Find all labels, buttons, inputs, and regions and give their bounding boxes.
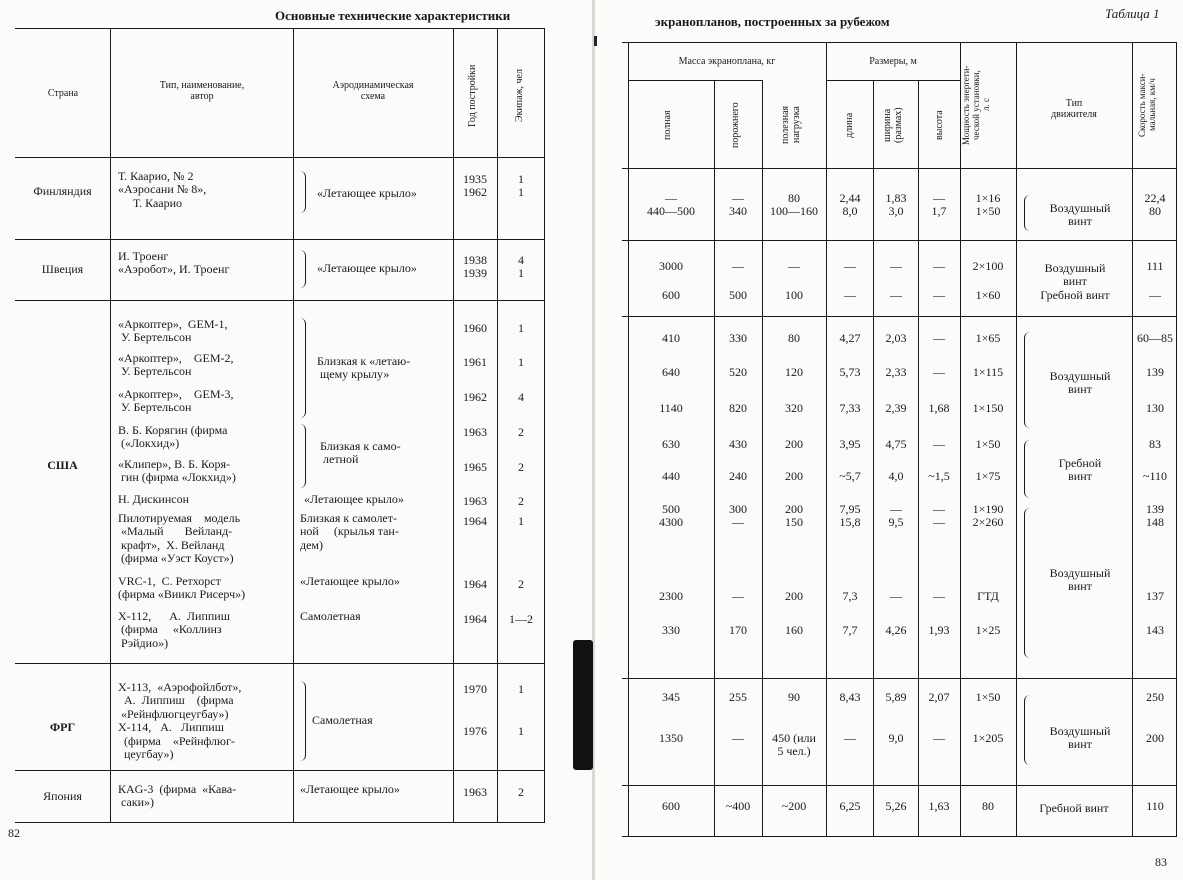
table-label: Таблица 1	[1105, 6, 1160, 21]
brace-lockheed	[300, 424, 306, 488]
row-12-mass-empty: —	[732, 731, 744, 745]
year-gem2: 1961	[463, 355, 487, 369]
row-7-length: ~5,7	[839, 469, 861, 483]
type-vrc1: VRC-1, С. Ретхорст (фирма «Виикл Рисерч»)	[118, 574, 246, 602]
row-8-mass-payload: 200 150	[785, 502, 803, 530]
row-13-power: 80	[982, 799, 994, 813]
crew-diskinson: 2	[518, 494, 524, 508]
propulsor-sweden-water: Гребной винт	[1040, 288, 1110, 302]
caption-left: Основные технические характеристики	[275, 8, 511, 23]
row-8-mass-full: 500 4300	[659, 502, 683, 530]
propulsor-usa-air-1: Воздушный винт	[1049, 369, 1111, 397]
row-4-mass-full: 640	[662, 365, 680, 379]
col-rule-5	[544, 28, 545, 822]
type-koryagin: В. Б. Корягин (фирма («Локхид»)	[118, 423, 228, 451]
propulsor-frg: Воздушный винт	[1049, 724, 1111, 752]
header-mass-full: полная	[662, 110, 673, 140]
year-vrc1: 1964	[463, 577, 487, 591]
crew-veyland: 1	[518, 514, 524, 528]
type-gem1: «Аркоптер», GEM-1, У. Бертельсон	[118, 317, 228, 345]
row-13-mass-full: 600	[662, 799, 680, 813]
row-10-length: 7,7	[842, 623, 858, 637]
row-6-width: 4,75	[885, 437, 907, 451]
propulsor-finland: Воздушный винт	[1049, 201, 1111, 229]
type-gem2: «Аркоптер», GEM-2, У. Бертельсон	[118, 351, 234, 379]
propulsor-usa-water: Гребной винт	[1058, 456, 1102, 484]
year-diskinson: 1963	[463, 494, 487, 508]
row-6-length: 3,95	[839, 437, 861, 451]
row-9-power: ГТД	[977, 589, 999, 603]
row-8-mass-empty: 300 —	[729, 502, 747, 530]
row-1-power: 2×100	[972, 259, 1004, 273]
propulsor-japan: Гребной винт	[1039, 801, 1109, 815]
row-10-power: 1×25	[975, 623, 1001, 637]
row-12-mass-payload: 450 (или 5 чел.)	[772, 731, 816, 759]
row-0-power: 1×16 1×50	[975, 191, 1001, 219]
row-12-power: 1×205	[972, 731, 1004, 745]
row-9-speed: 137	[1146, 589, 1164, 603]
row-0-speed: 22,4 80	[1144, 191, 1166, 219]
row-9-mass-full: 2300	[659, 589, 683, 603]
r-rule-usa	[622, 678, 1177, 679]
header-mass-payload: полезная нагрузка	[780, 105, 802, 145]
header-height: высота	[934, 110, 945, 140]
type-kag3: КAG-3 (фирма «Кава- саки»)	[118, 782, 237, 810]
col-rule-1	[110, 28, 111, 822]
row-0-width: 1,83 3,0	[885, 191, 907, 219]
country-finland: Финляндия	[33, 184, 92, 198]
header-power: Мощность энергети- ческой установки, л. с	[961, 65, 991, 145]
r-rule-dims-sub	[826, 80, 961, 81]
type-x112: Х-112, А. Липпиш (фирма «Коллинз Рэйдио»)	[118, 609, 230, 650]
header-propulsor: Тип движителя	[1051, 98, 1097, 120]
r-brace-frg	[1024, 695, 1030, 765]
row-7-height: ~1,5	[928, 469, 950, 483]
r-brace-finland	[1024, 195, 1030, 231]
year-kliper: 1965	[463, 460, 487, 474]
rule-top	[15, 28, 545, 29]
page-number-right: 83	[1155, 855, 1167, 869]
row-7-speed: ~110	[1142, 469, 1168, 483]
row-7-mass-payload: 200	[785, 469, 803, 483]
row-1-mass-payload: —	[788, 259, 800, 273]
row-2-length: —	[844, 288, 856, 302]
crew-gem2: 1	[518, 355, 524, 369]
caption-right: экранопланов, построенных за рубежом	[655, 14, 890, 29]
row-13-width: 5,26	[885, 799, 907, 813]
row-12-length: —	[844, 731, 856, 745]
crew-x113: 1	[518, 682, 524, 696]
row-2-height: —	[933, 288, 945, 302]
r-col-rule-1	[714, 80, 715, 836]
row-8-power: 1×190 2×260	[972, 502, 1004, 530]
brace-gem	[300, 318, 306, 418]
row-9-width: —	[890, 589, 902, 603]
year-sweden: 1938 1939	[463, 253, 487, 281]
row-1-width: —	[890, 259, 902, 273]
rule-header	[15, 157, 545, 158]
row-3-mass-empty: 330	[729, 331, 747, 345]
right-page	[600, 0, 1183, 880]
brace-frg	[300, 681, 306, 761]
row-12-height: —	[933, 731, 945, 745]
row-11-speed: 250	[1146, 690, 1164, 704]
type-diskinson: Н. Дискинсон	[118, 492, 190, 506]
row-10-mass-empty: 170	[729, 623, 747, 637]
r-rule-header	[622, 168, 1177, 169]
row-2-power: 1×60	[975, 288, 1001, 302]
year-gem1: 1960	[463, 321, 487, 335]
r-col-rule-2	[762, 80, 763, 836]
row-12-width: 9,0	[888, 731, 904, 745]
row-5-mass-payload: 320	[785, 401, 803, 415]
header-dims: Размеры, м	[869, 56, 917, 67]
col-rule-2	[293, 28, 294, 822]
row-6-height: —	[933, 437, 945, 451]
year-koryagin: 1963	[463, 425, 487, 439]
r-col-rule-5	[918, 80, 919, 836]
row-9-height: —	[933, 589, 945, 603]
row-13-mass-payload: ~200	[781, 799, 807, 813]
r-brace-usa-air-1	[1024, 332, 1030, 428]
row-5-power: 1×150	[972, 401, 1004, 415]
r-rule-finland	[622, 240, 1177, 241]
row-11-power: 1×50	[975, 690, 1001, 704]
row-8-height: — —	[933, 502, 945, 530]
row-10-mass-full: 330	[662, 623, 680, 637]
row-2-mass-payload: 100	[785, 288, 803, 302]
row-4-height: —	[933, 365, 945, 379]
left-page	[0, 0, 588, 880]
brace-finland	[300, 171, 306, 213]
header-year: Год постройки	[467, 64, 478, 128]
header-mass-empty: порожнего	[730, 102, 741, 148]
row-1-length: —	[844, 259, 856, 273]
row-13-height: 1,63	[928, 799, 950, 813]
type-sweden: И. Троенг «Аэробот», И. Троенг	[118, 249, 230, 277]
row-7-mass-empty: 240	[729, 469, 747, 483]
r-rule-top	[622, 42, 1177, 43]
row-4-speed: 139	[1146, 365, 1164, 379]
scheme-vrc1: «Летающее крыло»	[300, 574, 400, 588]
row-7-width: 4,0	[888, 469, 904, 483]
row-5-mass-full: 1140	[659, 401, 683, 415]
row-11-mass-payload: 90	[788, 690, 800, 704]
row-9-mass-payload: 200	[785, 589, 803, 603]
scheme-frg: Самолетная	[312, 713, 373, 727]
row-11-height: 2,07	[928, 690, 950, 704]
row-2-mass-full: 600	[662, 288, 680, 302]
row-11-length: 8,43	[839, 690, 861, 704]
r-brace-usa-water	[1024, 440, 1030, 498]
row-13-length: 6,25	[839, 799, 861, 813]
r-col-rule-0	[628, 42, 629, 836]
header-crew: Экипаж, чел	[514, 69, 525, 123]
row-12-speed: 200	[1146, 731, 1164, 745]
row-10-width: 4,26	[885, 623, 907, 637]
row-4-mass-payload: 120	[785, 365, 803, 379]
row-6-mass-full: 630	[662, 437, 680, 451]
row-1-height: —	[933, 259, 945, 273]
row-1-speed: 111	[1146, 259, 1164, 273]
r-rule-sweden	[622, 316, 1177, 317]
scheme-japan: «Летающее крыло»	[300, 782, 400, 796]
row-11-mass-empty: 255	[729, 690, 747, 704]
row-9-mass-empty: —	[732, 589, 744, 603]
r-col-rule-4	[873, 80, 874, 836]
row-4-mass-empty: 520	[729, 365, 747, 379]
crew-sweden: 4 1	[518, 253, 524, 281]
row-6-power: 1×50	[975, 437, 1001, 451]
crew-finland: 1 1	[518, 172, 524, 200]
year-finland: 1935 1962	[463, 172, 487, 200]
country-frg: ФРГ	[49, 720, 76, 734]
crew-gem3: 4	[518, 390, 524, 404]
crew-x114: 1	[518, 724, 524, 738]
scheme-finland: «Летающее крыло»	[317, 186, 417, 200]
scheme-diskinson: «Летающее крыло»	[304, 492, 404, 506]
row-1-mass-empty: —	[732, 259, 744, 273]
row-11-width: 5,89	[885, 690, 907, 704]
year-veyland: 1964	[463, 514, 487, 528]
rule-finland	[15, 239, 545, 240]
row-5-length: 7,33	[839, 401, 861, 415]
row-12-mass-full: 1350	[659, 731, 683, 745]
header-speed: Скорость макси- мальная, км/ч	[1137, 73, 1157, 137]
country-japan: Япония	[43, 789, 82, 803]
type-veyland: Пилотируемая модель «Малый Вейланд- крафт», Х. Вейланд (фирма «Уэст Коуст»)	[118, 511, 241, 566]
brace-sweden	[300, 250, 306, 288]
header-type: Тип, наименование, автор	[159, 80, 245, 102]
row-8-speed: 139 148	[1146, 502, 1164, 530]
row-13-speed: 110	[1146, 799, 1164, 813]
year-x114: 1976	[463, 724, 487, 738]
crew-x112: 1—2	[509, 612, 533, 626]
row-13-mass-empty: ~400	[725, 799, 751, 813]
row-0-mass-empty: — 340	[729, 191, 747, 219]
year-x113: 1970	[463, 682, 487, 696]
scheme-gem: Близкая к «летаю- щему крылу»	[317, 354, 411, 382]
crew-vrc1: 2	[518, 577, 524, 591]
row-10-height: 1,93	[928, 623, 950, 637]
row-9-length: 7,3	[842, 589, 858, 603]
type-x113-x114: Х-113, «Аэрофойлбот», А. Липпиш (фирма «Рейнфлюгцеугбау») Х-114, А. Липпиш (фирма «Рейнфлюг- цеугбау»)	[118, 680, 242, 762]
header-length: длина	[844, 112, 855, 138]
year-gem3: 1962	[463, 390, 487, 404]
row-4-width: 2,33	[885, 365, 907, 379]
scheme-sweden: «Летающее крыло»	[317, 261, 417, 275]
row-2-width: —	[890, 288, 902, 302]
row-3-height: —	[933, 331, 945, 345]
row-5-width: 2,39	[885, 401, 907, 415]
row-0-mass-full: — 440—500	[647, 191, 695, 219]
scheme-x112: Самолетная	[300, 609, 361, 623]
row-8-width: — 9,5	[888, 502, 904, 530]
r-col-rule-7	[1016, 42, 1017, 836]
row-6-mass-empty: 430	[729, 437, 747, 451]
row-3-speed: 60—85	[1137, 331, 1173, 345]
year-kag3: 1963	[463, 785, 487, 799]
row-0-height: — 1,7	[931, 191, 947, 219]
row-3-mass-full: 410	[662, 331, 680, 345]
row-3-power: 1×65	[975, 331, 1001, 345]
rule-frg	[15, 770, 545, 771]
row-3-width: 2,03	[885, 331, 907, 345]
row-1-mass-full: 3000	[659, 259, 683, 273]
row-2-mass-empty: 500	[729, 288, 747, 302]
r-col-rule-6	[960, 42, 961, 836]
r-col-rule-8	[1132, 42, 1133, 836]
page-number-left: 82	[8, 826, 20, 840]
row-0-length: 2,44 8,0	[839, 191, 861, 219]
rule-sweden	[15, 300, 545, 301]
row-8-length: 7,95 15,8	[839, 502, 861, 530]
row-7-power: 1×75	[975, 469, 1001, 483]
row-11-mass-full: 345	[662, 690, 680, 704]
r-rule-frg	[622, 785, 1177, 786]
crew-kag3: 2	[518, 785, 524, 799]
row-0-mass-payload: 80 100—160	[770, 191, 818, 219]
r-rule-mass-sub	[628, 80, 763, 81]
gutter-mark	[594, 36, 597, 46]
header-width: ширина (размах)	[882, 107, 904, 143]
header-mass: Масса экраноплана, кг	[678, 56, 776, 67]
r-rule-bottom	[622, 836, 1177, 837]
row-6-speed: 83	[1149, 437, 1161, 451]
row-10-speed: 143	[1146, 623, 1164, 637]
header-scheme: Аэродинамическая схема	[332, 80, 414, 102]
row-5-speed: 130	[1146, 401, 1164, 415]
col-rule-4	[497, 28, 498, 822]
scheme-veyland: Близкая к самолет- ной (крылья тан- дем)	[300, 511, 399, 552]
propulsor-sweden-air: Воздушный винт	[1044, 261, 1106, 289]
col-rule-3	[453, 28, 454, 822]
row-4-power: 1×115	[972, 365, 1004, 379]
row-5-mass-empty: 820	[729, 401, 747, 415]
crew-kliper: 2	[518, 460, 524, 474]
row-2-speed: —	[1149, 288, 1161, 302]
header-country: Страна	[47, 88, 79, 99]
r-brace-usa-air-2	[1024, 508, 1030, 658]
type-finland: Т. Каарио, № 2 «Аэросани № 8», Т. Каарио	[118, 169, 207, 210]
country-usa: США	[47, 458, 78, 472]
crew-gem1: 1	[518, 321, 524, 335]
type-gem3: «Аркоптер», GEM-3, У. Бертельсон	[118, 387, 234, 415]
row-6-mass-payload: 200	[785, 437, 803, 451]
row-7-mass-full: 440	[662, 469, 680, 483]
scheme-lockheed: Близкая к само- летной	[320, 439, 401, 467]
row-4-length: 5,73	[839, 365, 861, 379]
row-3-length: 4,27	[839, 331, 861, 345]
year-x112: 1964	[463, 612, 487, 626]
type-kliper: «Клипер», В. Б. Коря- гин (фирма «Локхид»)	[118, 457, 236, 485]
row-10-mass-payload: 160	[785, 623, 803, 637]
row-5-height: 1,68	[928, 401, 950, 415]
rule-usa	[15, 663, 545, 664]
r-col-rule-9	[1176, 42, 1177, 836]
crew-koryagin: 2	[518, 425, 524, 439]
country-sweden: Швеция	[41, 262, 84, 276]
propulsor-usa-air-2: Воздушный винт	[1049, 566, 1111, 594]
row-3-mass-payload: 80	[788, 331, 800, 345]
r-col-rule-3	[826, 42, 827, 836]
rule-bottom	[15, 822, 545, 823]
